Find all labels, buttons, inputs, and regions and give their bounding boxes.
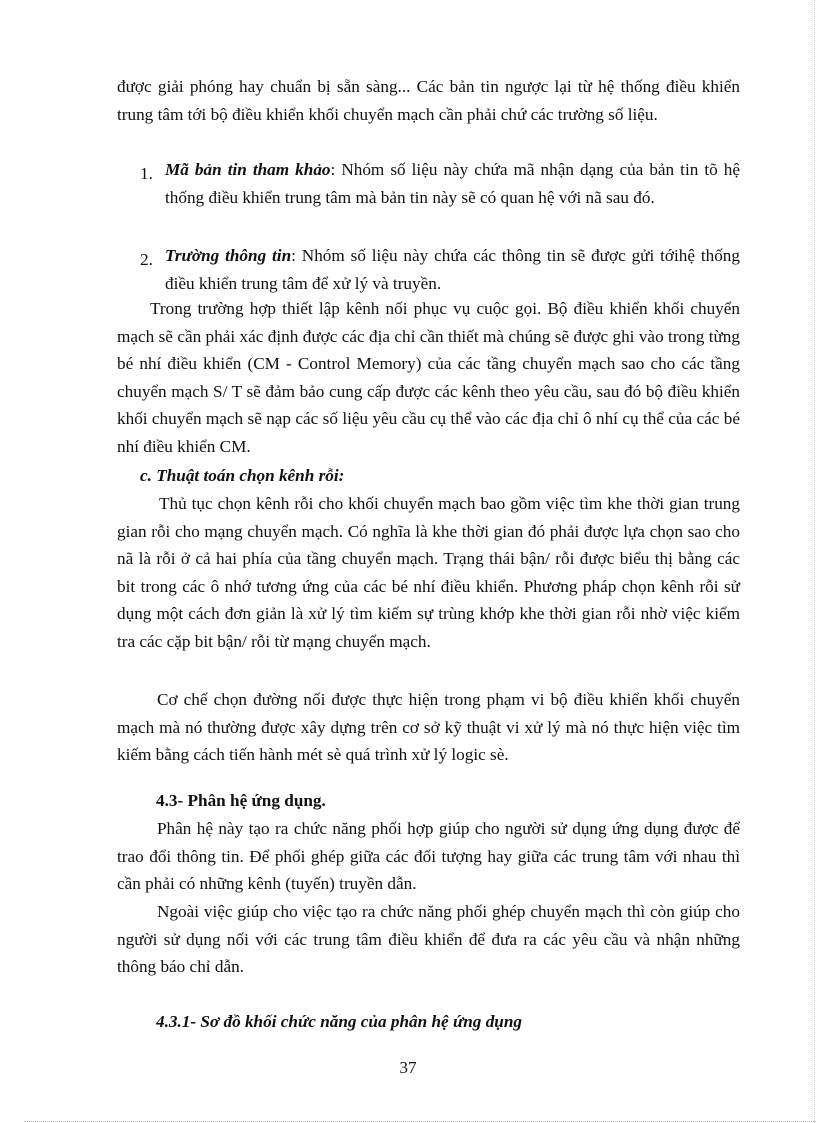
algorithm-paragraph: Thủ tục chọn kênh rỗi cho khối chuyển mạch bao gồm việc tìm khe thời gian trung gian rỗi cho mạng chuyển mạch. Có nghĩa là khe thời gian đó phải được lựa chọn sao cho nã là rỗi ở cả hai phía của tầng chuyển mạch. Trạng thái bận/ rỗi được biểu thị bằng các bit trong các ô nhớ tương ứng của các bé nhí điều khiển. Phương pháp chọn kênh rỗi sử dụng một cách đơn giản là xử lý tìm kiếm sự trùng khớp khe thời gian rỗi nhờ việc kiểm tra các cặp bit bận/ rỗi từ mạng chuyển mạch. xyxy=(117,494,740,651)
list-item-number: 1. xyxy=(140,164,153,183)
list-item xyxy=(140,242,740,297)
page-bottom-border xyxy=(24,1121,816,1122)
subsystem-paragraph: Phân hệ này tạo ra chức năng phối hợp giúp cho người sử dụng ứng dụng được để trao đổi thông tin. Để phối ghép giữa các đối tượng hay giữa các trung tâm với nhau thì cần phải có những kênh (tuyến) truyền dẫn. xyxy=(117,819,740,893)
list-item-text: : Nhóm số liệu này chứa các thông tin sẽ được gửi tớihệ thống điều khiển trung tâm để xử lý và truyền. xyxy=(165,246,740,293)
list-item-term: Trường thông tin xyxy=(165,246,292,265)
list-item xyxy=(140,156,740,211)
page-right-border xyxy=(814,0,815,1123)
list-item-number: 2. xyxy=(140,250,153,269)
mechanism-paragraph: Cơ chế chọn đường nối được thực hiện trong phạm vi bộ điều khiển khối chuyển mạch mà nó thường được xây dựng trên cơ sở kỹ thuật vi xử lý mà nó thực hiện việc tìm kiếm bằng cách tiến hành mét sè quá trình xử lý logic sè. xyxy=(117,690,740,764)
section-heading-4-3-1: 4.3.1- Sơ đồ khối chức năng của phân hệ ứng dụng xyxy=(156,1012,523,1031)
section-heading-4-3: 4.3- Phân hệ ứng dụng. xyxy=(156,791,326,810)
besides-paragraph: Ngoài việc giúp cho việc tạo ra chức năng phối ghép chuyển mạch thì còn giúp cho người sử dụng nối với các trung tâm điều khiển để đưa ra các yêu cầu và nhận những thông báo chỉ dẫn. xyxy=(117,902,740,976)
page-number: 37 xyxy=(399,1058,417,1077)
section-heading-c: c. Thuật toán chọn kênh rỗi: xyxy=(140,466,345,485)
list-item-text: : Nhóm số liệu này chứa mã nhận dạng của bản tin tõ hệ thống điều khiển trung tâm mà bản tin này sẽ có quan hệ với nã sau đó. xyxy=(165,160,740,207)
intro-paragraph: được giải phóng hay chuẩn bị sẵn sàng... Các bản tin ngược lại từ hệ thống điều khiển trung tâm tới bộ điều khiển khối chuyển mạch cần phải chứ các trường số liệu. xyxy=(117,77,740,124)
setup-paragraph: Trong trường hợp thiết lập kênh nối phục vụ cuộc gọi. Bộ điều khiển khối chuyển mạch sẽ cần phải xác định được các địa chỉ cần thiết mà chúng sẽ được ghi vào trong từng bé nhí điều khiển (CM - Control Memory) của các tầng chuyển mạch sao cho các tầng chuyển mạch S/ T sẽ đảm bảo cung cấp được các kênh theo yêu cầu, sau đó bộ điều khiển khối chuyển mạch sẽ nạp các số liệu yêu cầu cụ thể vào các địa chỉ ô nhí cụ thể của các bé nhí điều khiển CM. xyxy=(117,299,740,456)
list-item-term: Mã bản tin tham khảo xyxy=(165,160,331,179)
